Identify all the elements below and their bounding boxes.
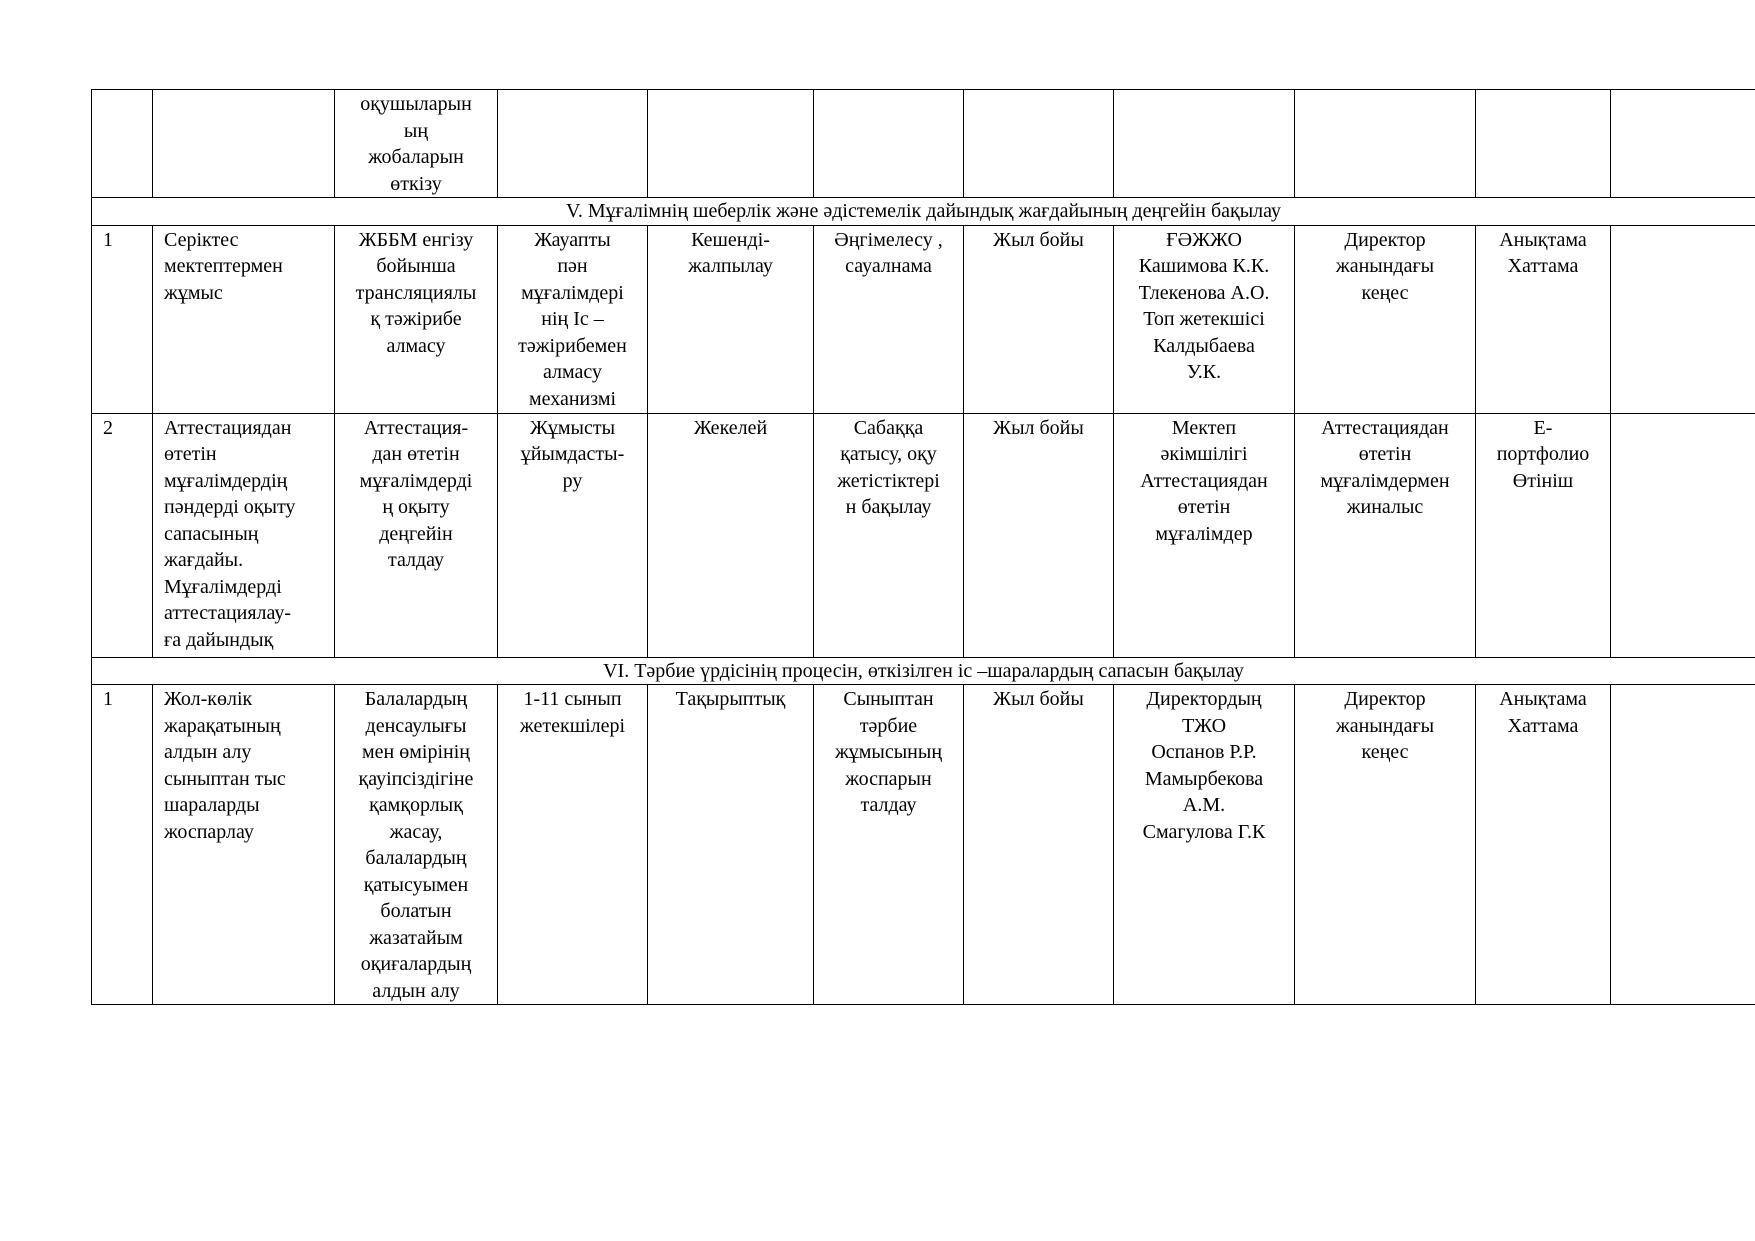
- control-period: Жыл бойы: [964, 225, 1114, 413]
- control-responsible: ҒӘЖЖО Кашимова К.К. Тлекенова А.О. Топ жетекшісі Калдыбаева У.К.: [1114, 225, 1295, 413]
- control-goal: Аттестация- дан өтетін мұғалімдерді ң оқыту деңгейін талдау: [335, 413, 498, 657]
- table-cell: [498, 90, 648, 198]
- table-row: [92, 90, 1755, 198]
- control-plan-table: [91, 89, 1755, 1005]
- section-heading-row: [92, 657, 1755, 685]
- control-method: Әңгімелесу , сауалнама: [814, 225, 964, 413]
- control-period: Жыл бойы: [964, 413, 1114, 657]
- table-cell: [814, 90, 964, 198]
- table-cell: оқушыларын ың жобаларын өткізу: [335, 90, 498, 198]
- table-cell: [92, 90, 153, 198]
- control-goal: Балалардың денсаулығы мен өмірінің қауіпсіздігіне қамқорлық жасау, балалардың қатысуымен болатын жазатайым оқиғалардың алдын алу: [335, 685, 498, 1005]
- table-cell: [1114, 90, 1295, 198]
- table-cell: [1611, 225, 1755, 413]
- table-row: [92, 225, 1755, 413]
- control-topic: Серіктес мектептермен жұмыс: [153, 225, 335, 413]
- review-place: Директор жанындағы кеңес: [1295, 225, 1476, 413]
- section-heading-row: [92, 198, 1755, 226]
- section-6-title: VI. Тәрбие үрдісінің процесін, өткізілген іс –шаралардың сапасын бақылау: [92, 657, 1755, 685]
- section-5-title: V. Мұғалімнің шеберлік және әдістемелік дайындық жағдайының деңгейін бақылау: [92, 198, 1755, 226]
- control-topic: Жол-көлік жарақатының алдын алу сыныптан тыс шараларды жоспарлау: [153, 685, 335, 1005]
- control-result: Анықтама Хаттама: [1476, 225, 1611, 413]
- table-row: [92, 413, 1755, 657]
- control-goal: ЖББМ енгізу бойынша трансляциялы қ тәжірибе алмасу: [335, 225, 498, 413]
- table-cell: [648, 90, 814, 198]
- review-place: Аттестациядан өтетін мұғалімдермен жиналыс: [1295, 413, 1476, 657]
- table-cell: [1476, 90, 1611, 198]
- control-period: Жыл бойы: [964, 685, 1114, 1005]
- table-cell: [1611, 413, 1755, 657]
- table-cell: [1611, 685, 1755, 1005]
- review-place: Директор жанындағы кеңес: [1295, 685, 1476, 1005]
- control-type: Жекелей: [648, 413, 814, 657]
- control-object: Жұмысты ұйымдасты- ру: [498, 413, 648, 657]
- control-topic: Аттестациядан өтетін мұғалімдердің пәндерді оқыту сапасының жағдайы. Мұғалімдерді аттестациялау- ға дайындық: [153, 413, 335, 657]
- control-responsible: Директордың ТЖО Оспанов Р.Р. Мамырбекова А.М. Смагулова Г.К: [1114, 685, 1295, 1005]
- control-type: Тақырыптық: [648, 685, 814, 1005]
- control-method: Сыныптан тәрбие жұмысының жоспарын талдау: [814, 685, 964, 1005]
- control-responsible: Мектеп әкімшілігі Аттестациядан өтетін мұғалімдер: [1114, 413, 1295, 657]
- control-object: Жауапты пән мұғалімдері нің Іс – тәжірибемен алмасу механизмі: [498, 225, 648, 413]
- row-number: 1: [92, 685, 153, 1005]
- table-cell: [964, 90, 1114, 198]
- row-number: 1: [92, 225, 153, 413]
- control-result: Анықтама Хаттама: [1476, 685, 1611, 1005]
- row-number: 2: [92, 413, 153, 657]
- table-cell: [153, 90, 335, 198]
- control-method: Сабаққа қатысу, оқу жетістіктері н бақылау: [814, 413, 964, 657]
- table-cell: [1611, 90, 1755, 198]
- control-type: Кешенді- жалпылау: [648, 225, 814, 413]
- control-object: 1-11 сынып жетекшілері: [498, 685, 648, 1005]
- table-cell: [1295, 90, 1476, 198]
- control-result: Е- портфолио Өтініш: [1476, 413, 1611, 657]
- table-row: [92, 685, 1755, 1005]
